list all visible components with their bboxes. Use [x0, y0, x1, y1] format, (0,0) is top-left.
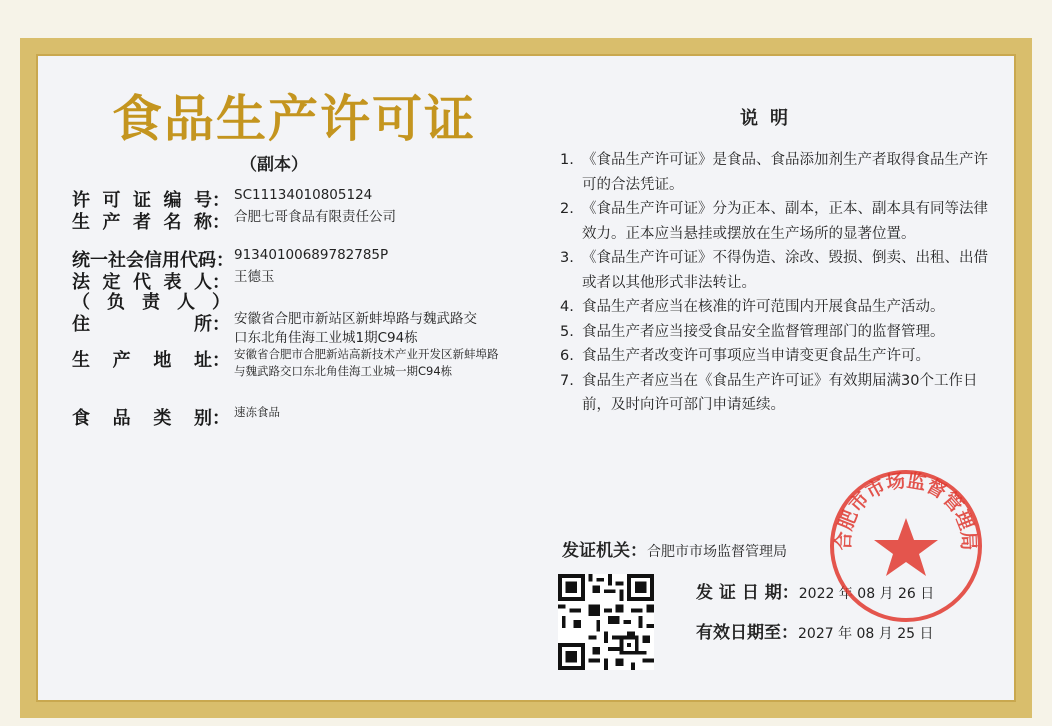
instruction-item: 4. 食品生产者应当在核准的许可范围内开展食品生产活动。 — [560, 299, 945, 315]
official-seal — [826, 466, 986, 626]
legal-rep: 王德玉 — [234, 269, 275, 285]
field-legal-rep — [72, 268, 275, 293]
food-category: 速冻食品 — [234, 405, 280, 419]
instruction-item: 3. 《食品生产许可证》不得伪造、涂改、毁损、倒卖、出租、出借或者以其他形式非法转让。 — [560, 250, 988, 291]
field-label: 食 品 类 别： — [72, 408, 230, 429]
credit-code: 91340100689782785P — [234, 247, 389, 263]
field-label: 统一社会信用代码： — [72, 250, 234, 271]
field-label: （ 负 责 人 ） — [72, 292, 230, 313]
expiry-date: 有效日期至：2027 年 08 月 25 日 — [696, 623, 934, 643]
field-license-number — [72, 186, 373, 211]
issuing-authority: 发证机关：合肥市市场监督管理局 — [562, 541, 787, 561]
field-responsible — [72, 288, 230, 313]
certificate-title: 食品生产许可证 — [112, 89, 476, 148]
field-producer-name — [72, 208, 396, 233]
issue-date: 发 证 日 期：2022 年 08 月 26 日 — [696, 583, 935, 603]
field-label: 住 所： — [72, 314, 230, 335]
residence-address: 安徽省合肥市新站区新蚌埠路与魏武路交 口东北角佳海工业城1期C94栋 — [234, 311, 477, 346]
field-production-address — [72, 346, 499, 382]
instruction-item: 1. 《食品生产许可证》是食品、食品添加剂生产者取得食品生产许可的合法凭证。 — [560, 152, 988, 193]
field-credit-code — [72, 246, 389, 271]
copy-subtitle: （副本） — [240, 155, 308, 175]
field-label: 法 定 代 表 人： — [72, 272, 230, 293]
field-label: 生 产 地 址： — [72, 350, 230, 371]
instruction-item: 7. 食品生产者应当在《食品生产许可证》有效期届满30个工作日前，及时向许可部门申请延续。 — [560, 372, 978, 413]
instructions-list — [560, 148, 990, 418]
license-number: SC11134010805124 — [234, 187, 373, 203]
producer-name: 合肥七哥食品有限责任公司 — [234, 209, 396, 225]
instruction-item: 5. 食品生产者应当接受食品安全监督管理部门的监督管理。 — [560, 323, 945, 340]
field-residence — [72, 310, 477, 350]
svg-text:合肥市市场监督管理局: 合肥市市场监督管理局 — [832, 469, 980, 551]
field-label: 许 可 证 编 号： — [72, 190, 230, 211]
instruction-item: 6. 食品生产者改变许可事项应当申请变更食品生产许可。 — [560, 348, 930, 364]
production-address: 安徽省合肥市合肥新站高新技术产业开发区新蚌埠路 与魏武路交口东北角佳海工业城一期C94栋 — [234, 347, 499, 378]
qr-code[interactable] — [558, 574, 654, 670]
instruction-item: 2. 《食品生产许可证》分为正本、副本，正本、副本具有同等法律效力。正本应当悬挂或摆放在生产场所的显著位置。 — [560, 201, 988, 242]
field-food-category — [72, 404, 280, 429]
instructions-title: 说明 — [740, 108, 800, 129]
field-label: 生 产 者 名 称： — [72, 212, 230, 233]
